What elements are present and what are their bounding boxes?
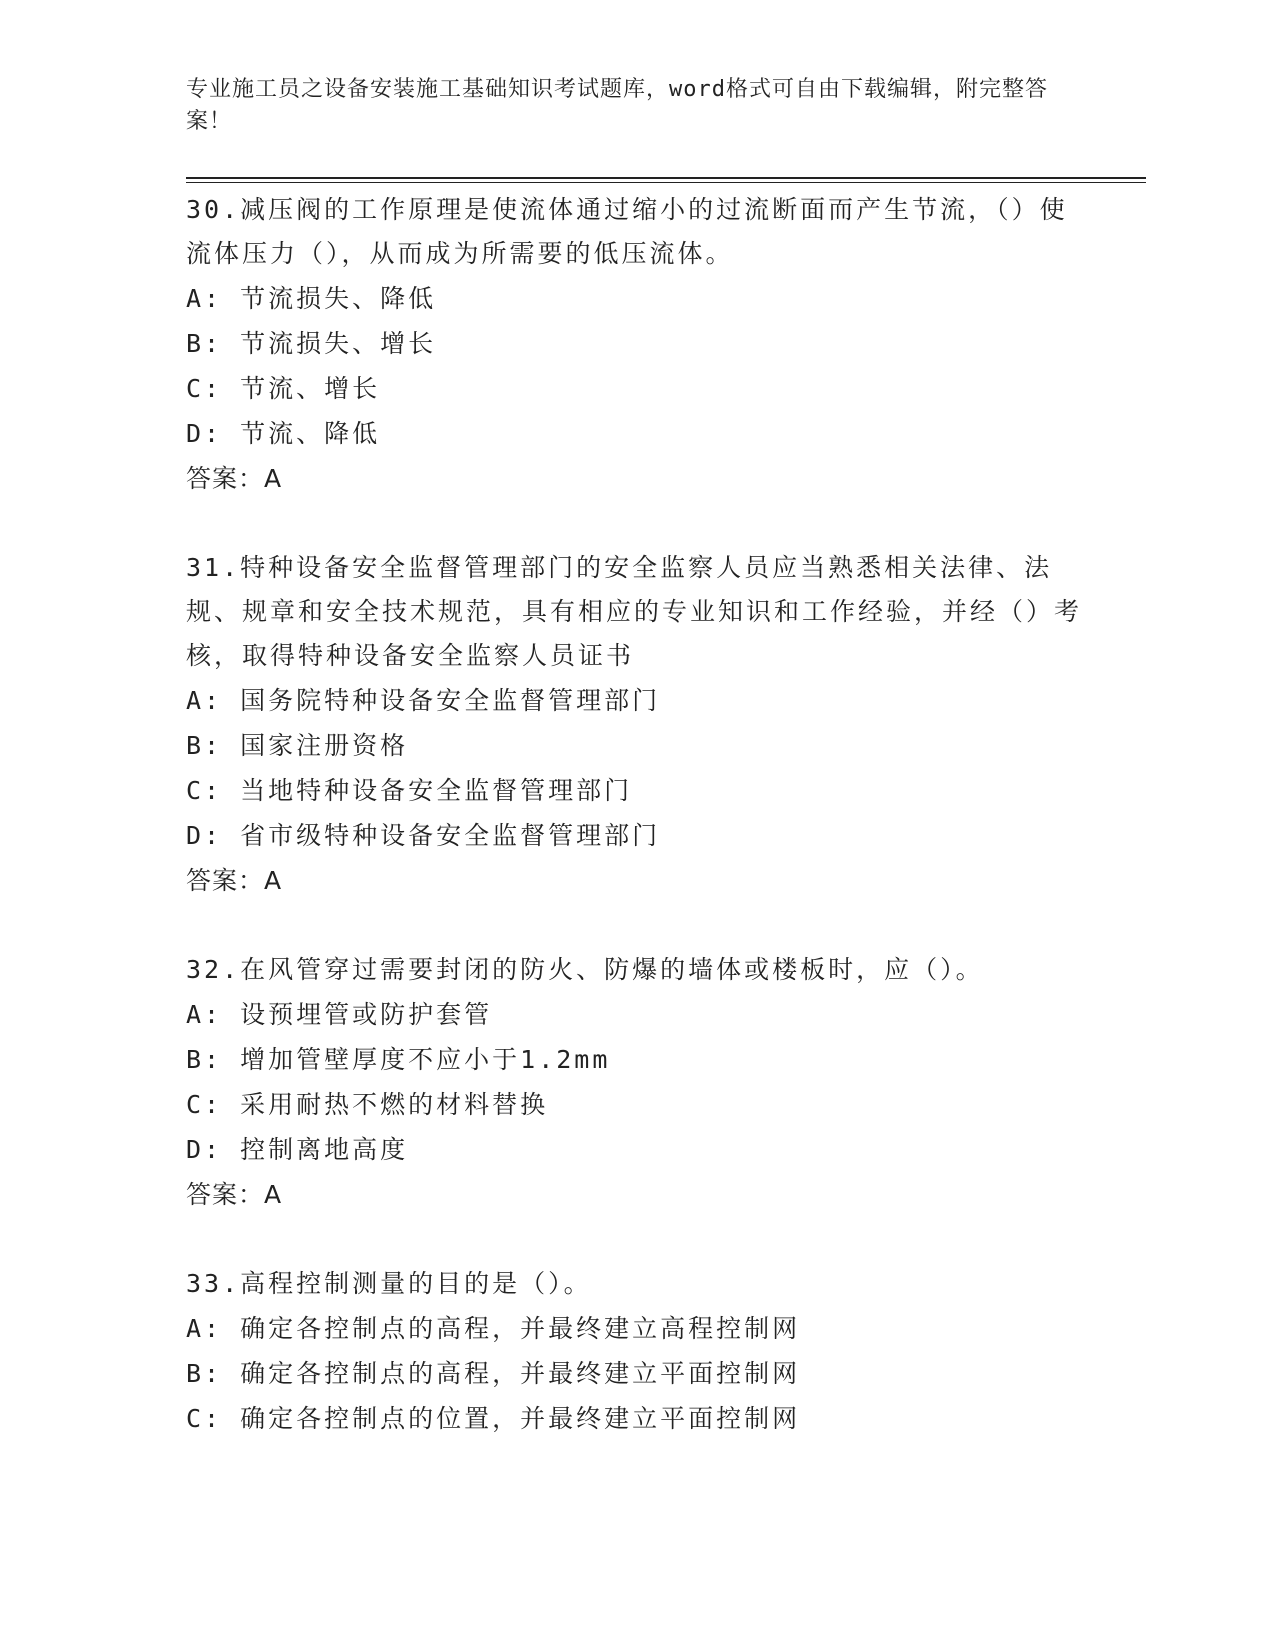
option-d: D: 节流、降低 [186,419,381,448]
option-b: B: 确定各控制点的高程，并最终建立平面控制网 [186,1359,801,1388]
header-divider-thin [186,182,1146,183]
option-c: C: 确定各控制点的位置，并最终建立平面控制网 [186,1404,801,1433]
question-stem: 32.在风管穿过需要封闭的防火、防爆的墙体或楼板时，应（）。 [186,955,984,984]
question-list [186,188,1086,1486]
option-a: A: 节流损失、降低 [186,284,437,313]
option-b: B: 节流损失、增长 [186,329,437,358]
option-b: B: 国家注册资格 [186,731,409,760]
answer-line: 答案：A [186,1180,283,1209]
question-32 [186,948,1086,1217]
question-31 [186,546,1086,903]
option-a: A: 确定各控制点的高程，并最终建立高程控制网 [186,1314,801,1343]
question-stem: 30.减压阀的工作原理是使流体通过缩小的过流断面而产生节流，（）使流体压力（），从而成为所需要的低压流体。 [186,195,1068,268]
answer-line: 答案：A [186,464,283,493]
option-d: D: 省市级特种设备安全监督管理部门 [186,821,661,850]
question-stem: 31.特种设备安全监督管理部门的安全监察人员应当熟悉相关法律、法规、规章和安全技术规范，具有相应的专业知识和工作经验，并经（）考核，取得特种设备安全监察人员证书 [186,553,1083,670]
header-title: 专业施工员之设备安装施工基础知识考试题库，word格式可自由下载编辑，附完整答案！ [186,77,1048,134]
question-stem: 33.高程控制测量的目的是（）。 [186,1269,592,1298]
option-c: C: 节流、增长 [186,374,381,403]
question-33 [186,1262,1086,1441]
option-a: A: 国务院特种设备安全监督管理部门 [186,686,661,715]
option-a: A: 设预埋管或防护套管 [186,1000,493,1029]
option-b: B: 增加管壁厚度不应小于1.2mm [186,1045,611,1074]
question-30 [186,188,1086,501]
header-divider-thick [186,177,1146,179]
option-c: C: 当地特种设备安全监督管理部门 [186,776,633,805]
document-header [186,74,1066,138]
option-c: C: 采用耐热不燃的材料替换 [186,1090,549,1119]
option-d: D: 控制离地高度 [186,1135,409,1164]
answer-line: 答案：A [186,866,283,895]
